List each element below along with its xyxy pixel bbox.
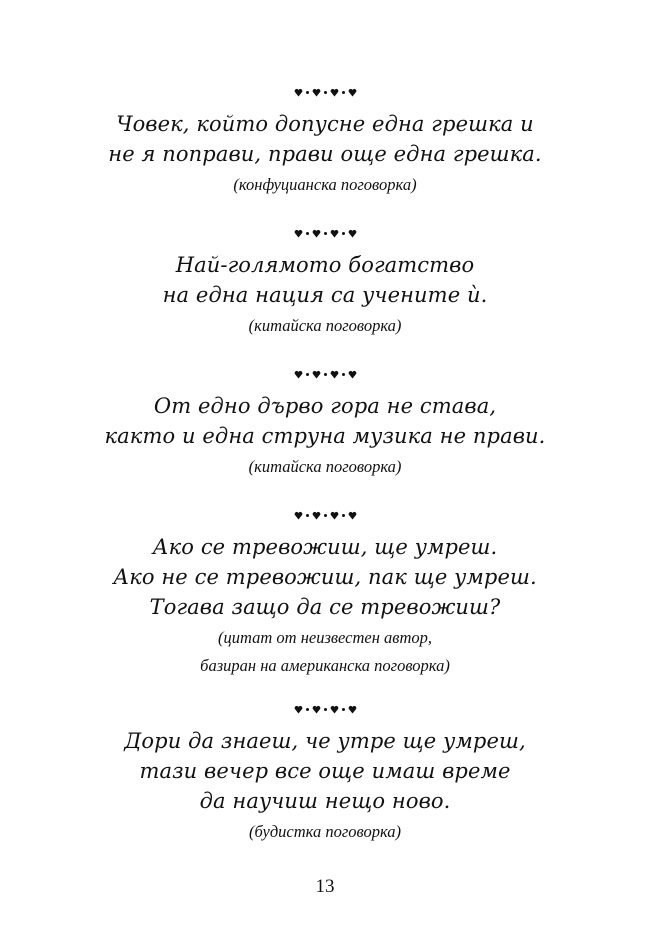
proverb-text-line: Най-голямото богатство	[175, 253, 475, 277]
proverb-text-line: Тогава защо да се тревожиш?	[149, 595, 501, 619]
proverb-source: (конфуцианска поговорка)	[233, 175, 417, 194]
proverb-entry	[60, 702, 590, 845]
proverb-entry	[60, 85, 590, 198]
proverb-source: (цитат от неизвестен автор,	[218, 628, 432, 647]
proverb-text-line: на една нация са учените ѝ.	[162, 283, 488, 307]
proverb-text-line: Дори да знаеш, че утре ще умреш,	[124, 729, 526, 753]
proverb-source: базиран на американска поговорка)	[200, 656, 450, 675]
proverb-text-line: Ако се тревожиш, ще умреш.	[152, 535, 498, 559]
proverb-entry	[60, 508, 590, 679]
proverb-entry	[60, 367, 590, 480]
proverb-text-line: както и една струна музика не прави.	[104, 424, 546, 448]
page-number: 13	[315, 876, 335, 897]
proverb-text-line: тази вечер все още имаш време	[139, 759, 511, 783]
hearts-and-dots-ornament-icon	[60, 85, 590, 99]
hearts-and-dots-ornament-icon	[60, 702, 590, 716]
proverb-text-line: да научиш нещо ново.	[199, 789, 451, 813]
hearts-and-dots-ornament-icon	[60, 367, 590, 381]
proverb-source: (будистка поговорка)	[248, 822, 402, 841]
hearts-and-dots-ornament-icon	[60, 508, 590, 522]
hearts-and-dots-ornament-icon	[60, 226, 590, 240]
proverb-source: (китайска поговорка)	[248, 316, 402, 335]
proverb-text-line: От едно дърво гора не става,	[153, 394, 497, 418]
proverb-entry	[60, 226, 590, 339]
proverb-text-line: не я поправи, прави още една грешка.	[108, 142, 542, 166]
proverb-text-line: Ако не се тревожиш, пак ще умреш.	[113, 565, 537, 589]
proverb-text-line: Човек, който допусне една грешка и	[116, 112, 534, 136]
proverb-source: (китайска поговорка)	[248, 457, 402, 476]
